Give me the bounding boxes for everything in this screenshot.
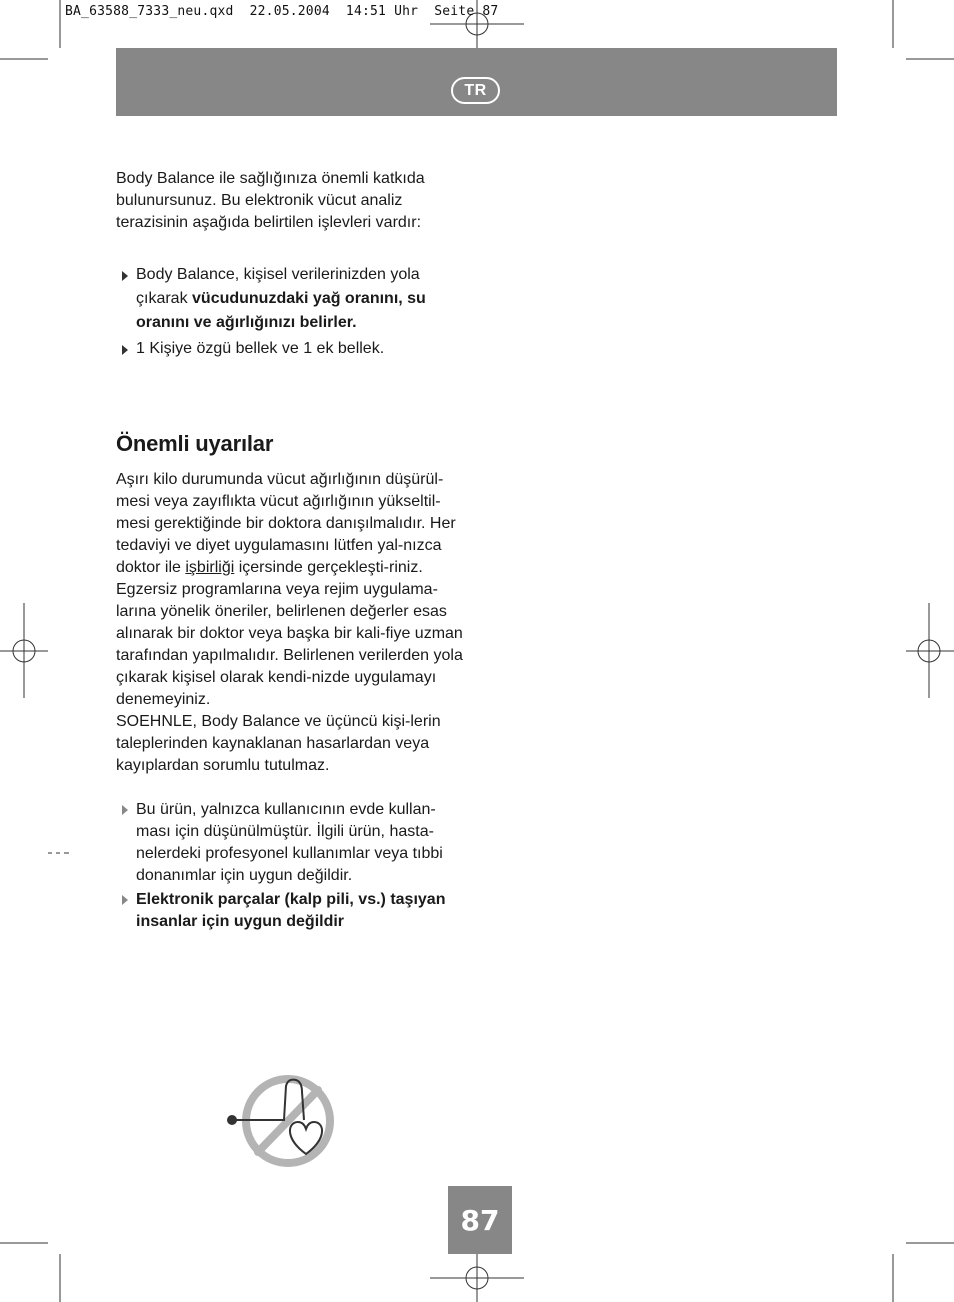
- warning-item-text: Bu ürün, yalnızca kullanıcının evde kullan-ması için düşünülmüştür. İlgili ürün, hasta-nelerdeki profesyonel kullanımlar veya tıbbi donanımlar için uygun değildir.: [136, 801, 443, 884]
- list-item: [116, 799, 466, 887]
- page-number: 87: [448, 1186, 512, 1254]
- intro-paragraph: Body Balance ile sağlığınıza önemli katkıda bulunursunuz. Bu elektronik vücut analiz terazisinin aşağıda belirtilen işlevleri vardır:: [116, 170, 425, 231]
- bullet-arrow-icon: [122, 895, 128, 905]
- section-title: Önemli uyarılar: [116, 431, 274, 456]
- language-badge: TR: [451, 77, 500, 104]
- feature-bold-text: vücudunuzdaki yağ oranını, su oranını ve ağırlığınızı belirler.: [136, 290, 426, 331]
- list-item: [116, 337, 466, 361]
- feature-text: Body Balance, kişisel verilerinizden yola çıkarak: [136, 266, 420, 307]
- bullet-arrow-icon: [122, 271, 128, 281]
- bullet-arrow-icon: [122, 805, 128, 815]
- feature-text: 1 Kişiye özgü bellek ve 1 ek bellek.: [136, 340, 385, 357]
- warning-paragraph-3: SOEHNLE, Body Balance ve üçüncü kişi-lerin taleplerinden kaynaklanan hasarlardan veya kayıplardan sorumlu tutulmaz.: [116, 713, 441, 774]
- warning-paragraph-1: [116, 469, 466, 579]
- warning-paragraph-2: Egzersiz programlarına veya rejim uygulama-larına yönelik öneriler, belirlenen değerler esas alınarak bir doktor veya başka bir kali-fiye uzman tarafından yapılmalıdır. Belirlenen verilerden yola çıkarak kişisel olarak kendi-nizde uygulamayı denemeyiniz.: [116, 581, 463, 708]
- text-span: Aşırı kilo durumunda vücut ağırlığının düşürül-mesi veya zayıflıkta vücut ağırlığının yükseltil-mesi gerektiğinde bir doktora danışılmalıdır. Her tedaviyi ve diyet uygulamasını lütfen yal-nızca doktor ile: [116, 471, 456, 576]
- file-slug-line: BA_63588_7333_neu.qxd 22.05.2004 14:51 Uhr Seite 87: [65, 4, 499, 19]
- feature-list: [116, 263, 466, 361]
- list-item: [116, 889, 466, 933]
- warning-item-bold-text: Elektronik parçalar (kalp pili, vs.) taşıyan insanlar için uygun değildir: [136, 891, 446, 930]
- no-pacemaker-icon: [222, 1072, 338, 1170]
- bullet-arrow-icon: [122, 345, 128, 355]
- underlined-word: işbirliği: [185, 559, 235, 576]
- warning-list: [116, 799, 466, 933]
- warnings-body: [116, 469, 466, 777]
- list-item: [116, 263, 466, 335]
- text-span: içersinde gerçekleşti-riniz.: [234, 559, 423, 576]
